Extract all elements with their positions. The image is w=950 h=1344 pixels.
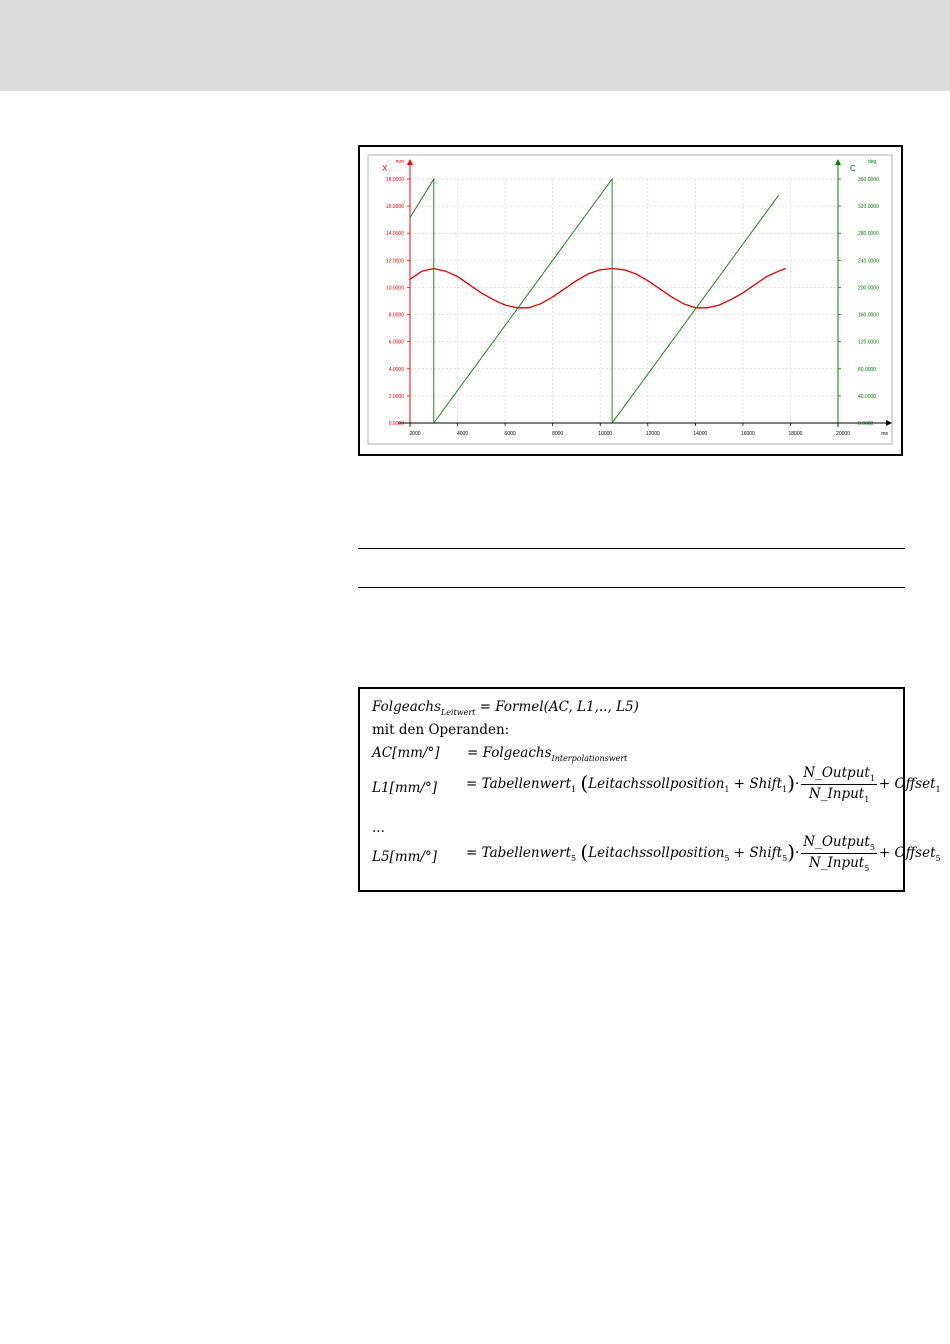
- x-axis-tick-label: 20000: [836, 431, 850, 437]
- right-axis-tick-label: 160.0000: [858, 312, 879, 319]
- table-bottom-rule: [358, 587, 905, 588]
- left-axis-tick-label: 4.0000: [388, 366, 404, 373]
- table-top-rule: [358, 548, 905, 549]
- left-axis-tick-label: 6.0000: [388, 339, 404, 346]
- right-axis-tick-label: 240.0000: [858, 258, 879, 265]
- right-axis-tick-label: 280.0000: [858, 231, 879, 238]
- formula-line-4: L1[mm/°]: [372, 780, 437, 796]
- chart-inner-frame: [368, 155, 892, 444]
- fraction-1: $\frac{N\_Output_1}{N\_Input_1}$: [803, 765, 875, 804]
- formula-ellipsis: ...: [372, 820, 385, 836]
- right-axis-tick-label: 360.0000: [858, 177, 879, 183]
- series-line-left: [410, 269, 786, 308]
- x-axis-tick-label: 4000: [456, 431, 469, 437]
- line-chart: [360, 147, 901, 454]
- formula-line-2: mit den Operanden:: [372, 722, 510, 738]
- x-axis-tick-label: 6000: [504, 431, 516, 437]
- left-axis-tick-label: 18.0000: [385, 177, 404, 183]
- x-axis-tick-label: 18000: [788, 431, 803, 437]
- x-axis-tick-label: 16000: [740, 431, 755, 437]
- x-axis-tick-label: 8000: [552, 431, 564, 437]
- right-axis-tick-label: 40.0000: [858, 393, 877, 400]
- left-axis-tick-label: 0.0000: [388, 421, 404, 427]
- right-axis-tick-label: 200.0000: [858, 285, 879, 292]
- x-axis-tick-label: 10000: [598, 431, 613, 437]
- x-axis-tick-label: 14000: [693, 431, 708, 437]
- series-line-right: [410, 179, 779, 423]
- right-axis-arrow: [835, 159, 841, 165]
- left-axis-tick-label: 8.0000: [388, 312, 404, 319]
- right-axis-unit: deg: [868, 159, 877, 165]
- right-axis-tick-label: 80.0000: [858, 366, 877, 373]
- left-axis-unit: mm: [395, 159, 404, 165]
- formula-line-5-rhs: = Tabellenwert$_5$ (Leitachssollposition$_5$ + Shift$_5$)· $\frac{N\_Output_5}{N\_Input_5}$ + Offset$_5$: [466, 834, 941, 873]
- x-axis-arrow: [886, 420, 892, 426]
- fraction-5: $\frac{N\_Output_5}{N\_Input_5}$: [803, 834, 875, 873]
- formula-line-3: AC[mm/°]: [372, 745, 440, 761]
- x-axis-tick-label: 12000: [645, 431, 660, 437]
- left-axis-tick-label: 2.0000: [388, 393, 404, 400]
- formula-line-5: L5[mm/°]: [372, 849, 437, 865]
- x-axis-tick-label: 2000: [409, 431, 421, 437]
- left-axis-tick-label: 10.0000: [385, 285, 404, 292]
- right-axis-tick-label: 120.0000: [858, 339, 879, 346]
- right-axis-label: C: [850, 164, 856, 173]
- formula-line-4-rhs: = Tabellenwert$_1$ (Leitachssollposition$_1$ + Shift$_1$)· $\frac{N\_Output_1}{N\_Input_1}$ + Offset$_1$: [466, 765, 941, 804]
- formula-box: [358, 687, 941, 892]
- x-axis-unit: ms: [881, 431, 888, 437]
- left-axis-tick-label: 16.0000: [385, 204, 404, 211]
- right-axis-tick-label: 320.0000: [858, 204, 879, 211]
- chart-figure: [358, 145, 903, 456]
- right-axis-tick-label: 0.0000: [858, 421, 874, 427]
- page-header-band: [0, 0, 950, 91]
- formula-line-1: Folgeachs$_{Leitwert}$ = Formel(AC, L1,.., L5): [372, 699, 639, 717]
- left-axis-label: X: [382, 164, 388, 173]
- left-axis-tick-label: 14.0000: [385, 231, 404, 238]
- left-axis-tick-label: 12.0000: [385, 258, 404, 265]
- left-axis-arrow: [407, 159, 413, 165]
- formula-line-3-rhs: = Folgeachs$_{Interpolationswert}$: [467, 745, 628, 763]
